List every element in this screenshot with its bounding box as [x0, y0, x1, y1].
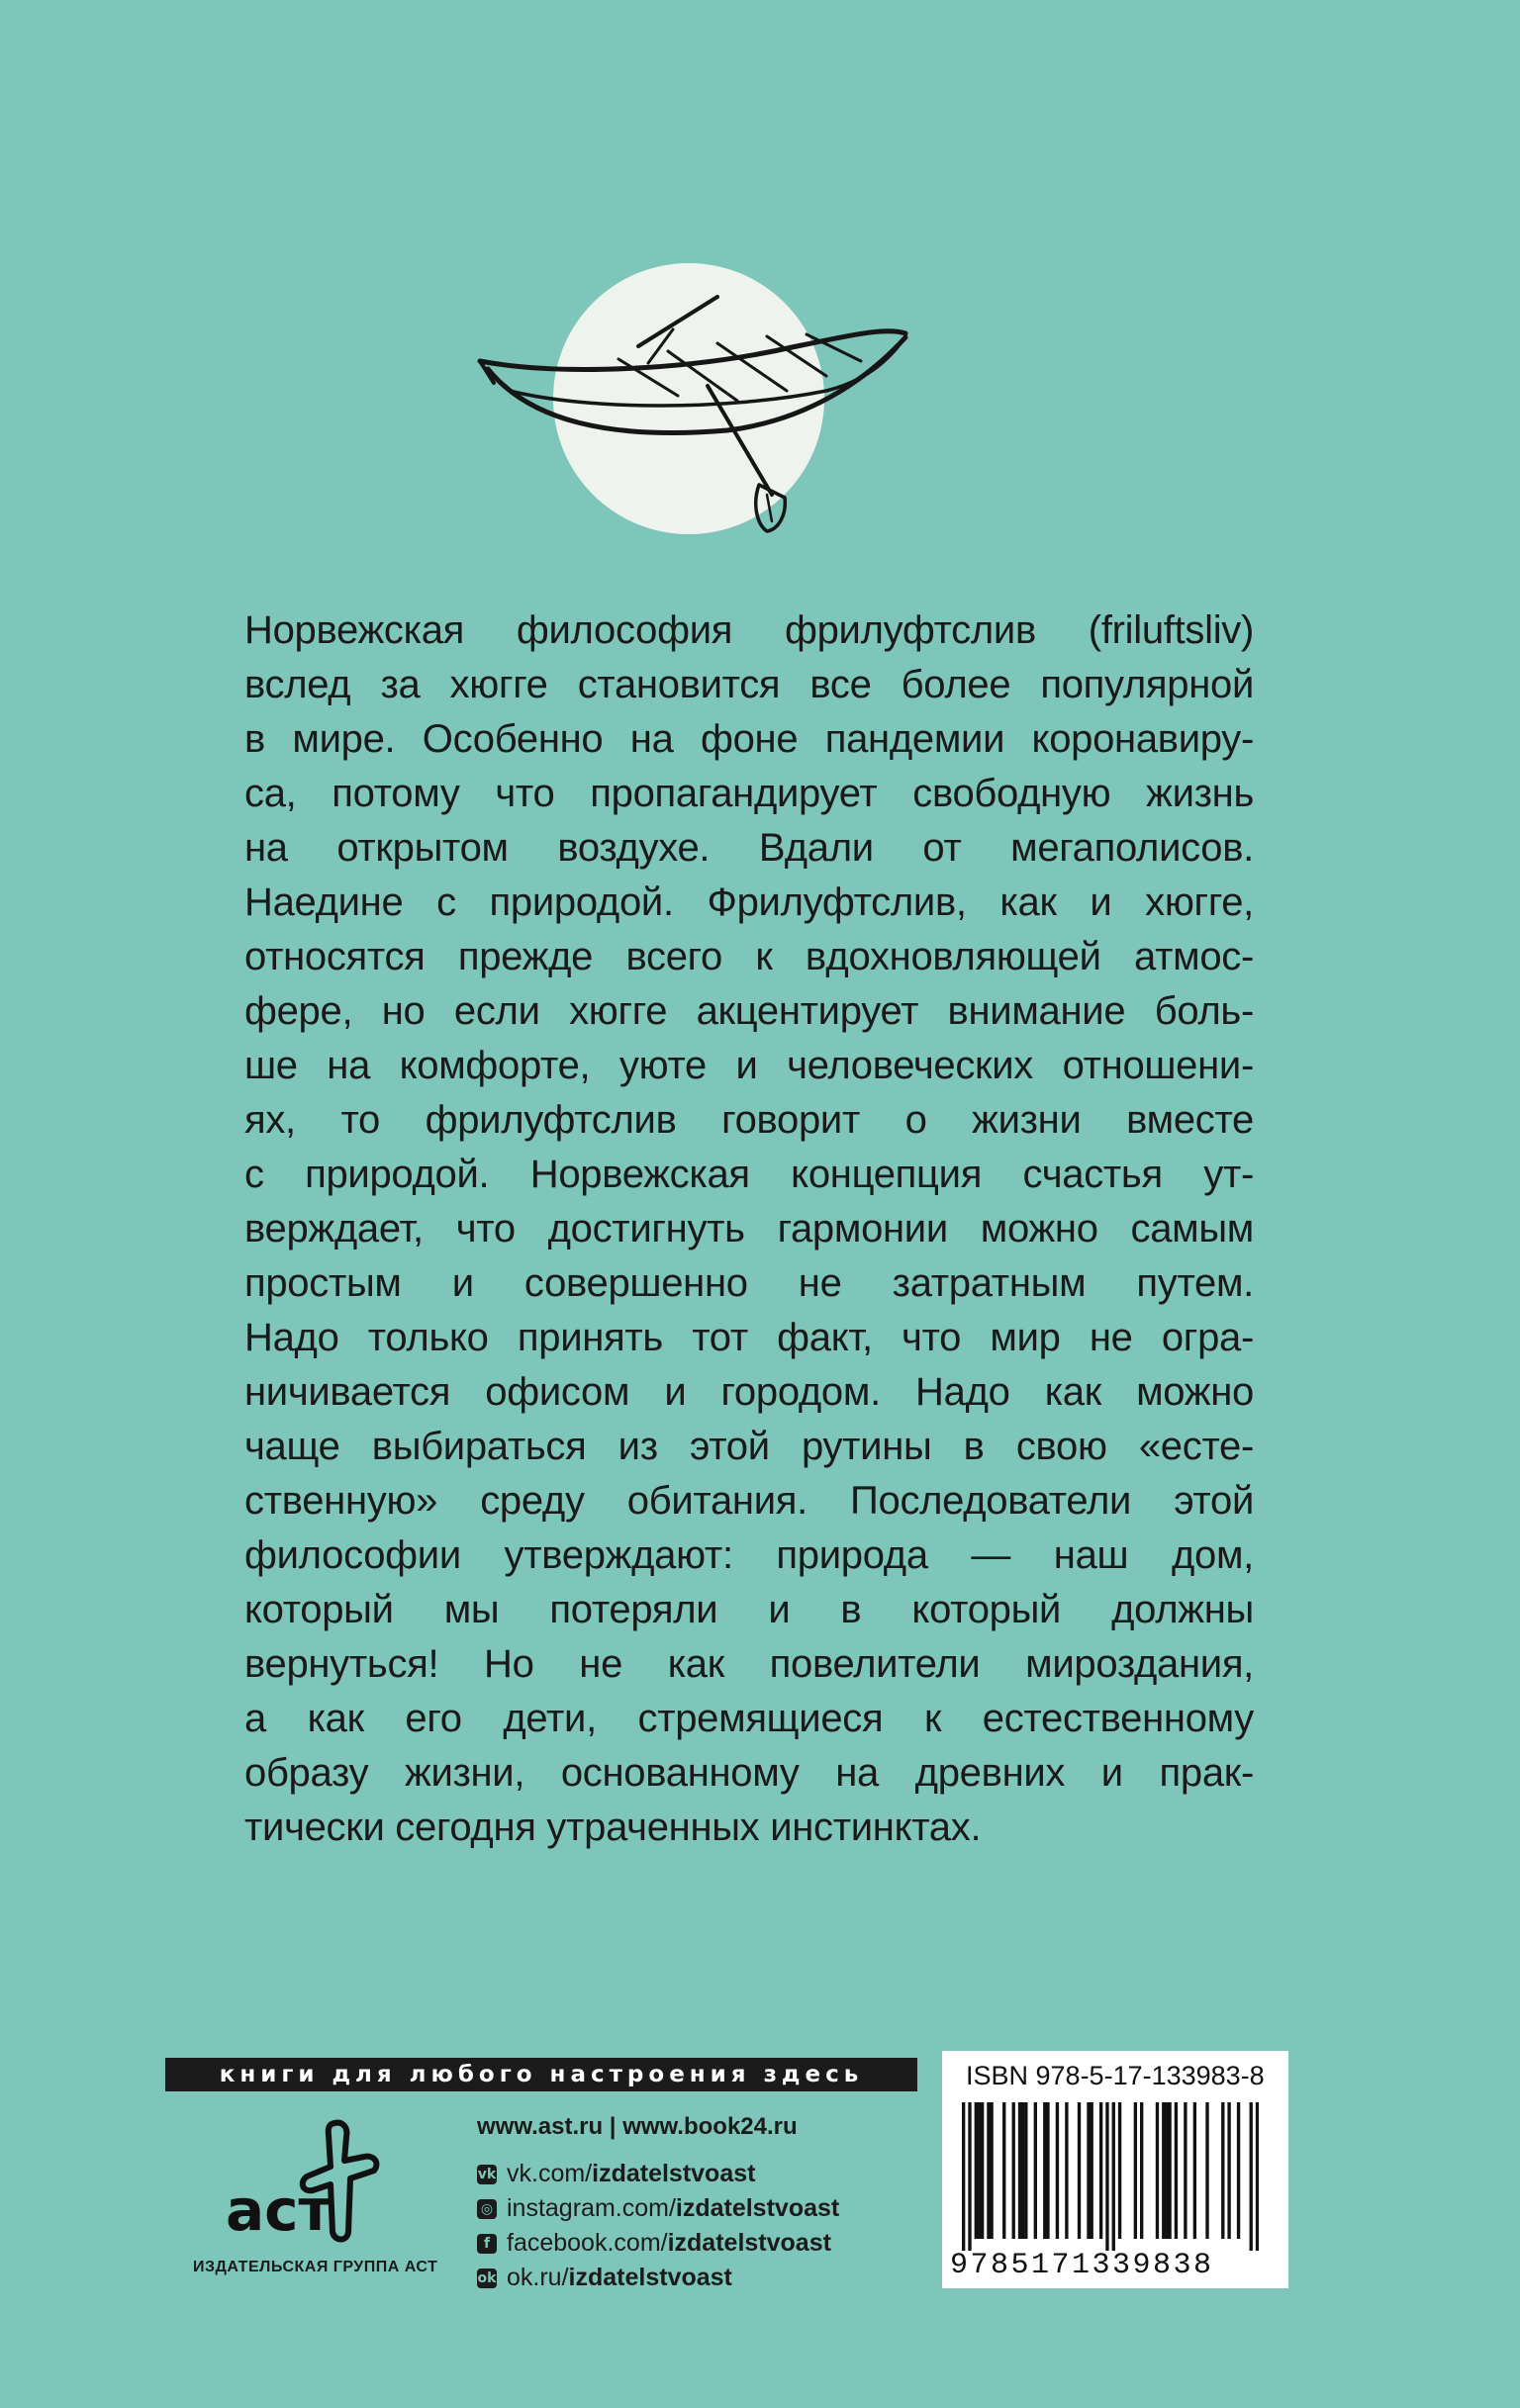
- description-line: вернуться! Но не как повелители мироздания,: [244, 1642, 1254, 1686]
- description-line: философии утверждают: природа — наш дом,: [244, 1533, 1254, 1577]
- barcode-bar: [1256, 2102, 1259, 2251]
- barcode-bar: [1162, 2102, 1165, 2239]
- ast-logo-text: аст: [226, 2176, 332, 2244]
- barcode-bar: [1024, 2102, 1027, 2239]
- barcode-bar: [1065, 2102, 1068, 2239]
- social-link-handle: izdatelstvoast: [667, 2229, 831, 2257]
- description-line: ше на комфорте, уюте и человеческих отношени-: [244, 1044, 1254, 1087]
- description-line: вслед за хюгге становится все более популярной: [244, 663, 1254, 706]
- barcode-bar: [1227, 2102, 1230, 2239]
- barcode-bar: [1090, 2102, 1092, 2239]
- barcode-bar: [1018, 2102, 1021, 2239]
- description-line: са, потому что пропагандирует свободную жизнь: [244, 772, 1254, 815]
- social-link-prefix: ok.ru/: [507, 2264, 569, 2291]
- barcode-bar: [1175, 2102, 1178, 2239]
- description-line: ничивается офисом и городом. Надо как можно: [244, 1370, 1254, 1414]
- barcode-bar: [1118, 2102, 1121, 2239]
- barcode-bar: [1021, 2102, 1024, 2239]
- barcode-bar: [1087, 2102, 1090, 2239]
- barcode-bar: [1105, 2102, 1108, 2251]
- boat-moon-illustration: [470, 252, 925, 549]
- barcode: [962, 2102, 1259, 2251]
- description-line: ях, то фрилуфтслив говорит о жизни вместе: [244, 1098, 1254, 1142]
- barcode-digits: 9785171339838: [950, 2249, 1214, 2282]
- social-link[interactable]: [477, 2261, 839, 2295]
- description-line: в мире. Особенно на фоне пандемии коронавиру-: [244, 717, 1254, 761]
- social-link[interactable]: [477, 2157, 839, 2191]
- social-link-handle: izdatelstvoast: [592, 2160, 756, 2187]
- description-line: относятся прежде всего к вдохновляющей атмос-: [244, 935, 1254, 978]
- barcode-bar: [975, 2102, 978, 2239]
- description-line: фере, но если хюгге акцентирует внимание боль-: [244, 989, 1254, 1033]
- description-line: Наедине с природой. Фрилуфтслив, как и хюгге,: [244, 880, 1254, 924]
- ok-icon: ok: [477, 2269, 497, 2286]
- barcode-bar: [1205, 2102, 1208, 2239]
- ast-logo: [216, 2113, 404, 2252]
- description-line: а как его дети, стремящиеся к естественному: [244, 1697, 1254, 1740]
- publisher-name: ИЗДАТЕЛЬСКАЯ ГРУППА АСТ: [193, 2259, 438, 2275]
- barcode-bar: [1034, 2102, 1037, 2239]
- social-link[interactable]: [477, 2191, 839, 2226]
- social-link-prefix: facebook.com/: [507, 2229, 668, 2257]
- isbn-label: ISBN 978-5-17-133983-8: [966, 2061, 1265, 2090]
- description-line: тически сегодня утраченных инстинктах.: [244, 1806, 982, 1849]
- description-line: на открытом воздухе. Вдали от мегаполисов.: [244, 826, 1254, 870]
- social-link-handle: izdatelstvoast: [568, 2264, 732, 2291]
- vk-icon: vk: [477, 2166, 497, 2182]
- barcode-bar: [1140, 2102, 1143, 2239]
- barcode-bar: [1078, 2102, 1081, 2239]
- barcode-bar: [1165, 2102, 1168, 2239]
- barcode-bar: [1043, 2102, 1046, 2239]
- barcode-bar: [1099, 2102, 1102, 2239]
- barcode-bar: [1056, 2102, 1059, 2239]
- barcode-bar: [1112, 2102, 1115, 2251]
- barcode-bar: [987, 2102, 990, 2239]
- social-link[interactable]: [477, 2226, 839, 2261]
- barcode-bar: [1168, 2102, 1171, 2239]
- barcode-bar: [1156, 2102, 1159, 2239]
- barcode-bar: [1221, 2102, 1224, 2239]
- instagram-icon: ◎: [477, 2199, 497, 2219]
- barcode-bar: [978, 2102, 981, 2239]
- isbn-barcode-box: [942, 2051, 1288, 2288]
- barcode-bar: [1134, 2102, 1137, 2239]
- barcode-bar: [1002, 2102, 1005, 2239]
- description-line: Норвежская философия фрилуфтслив (friluftsliv): [244, 608, 1254, 652]
- tagline-banner: книги для любого настроения здесь: [165, 2058, 917, 2091]
- social-link-prefix: instagram.com/: [507, 2194, 676, 2222]
- book-description: [244, 603, 1254, 1855]
- social-link-prefix: vk.com/: [507, 2160, 593, 2187]
- description-line: который мы потеряли и в который должны: [244, 1588, 1254, 1631]
- barcode-bar: [962, 2102, 965, 2251]
- barcode-bar: [990, 2102, 993, 2239]
- description-line: простым и совершенно не затратным путем.: [244, 1261, 1254, 1305]
- barcode-bar: [1193, 2102, 1196, 2239]
- facebook-icon: f: [477, 2234, 497, 2254]
- barcode-bar: [1012, 2102, 1015, 2239]
- description-line: образу жизни, основанному на древних и прак-: [244, 1751, 1254, 1795]
- barcode-bar: [981, 2102, 984, 2239]
- barcode-bar: [1046, 2102, 1049, 2239]
- barcode-bar: [968, 2102, 971, 2251]
- description-line: Надо только принять тот факт, что мир не огра-: [244, 1316, 1254, 1359]
- publisher-sites[interactable]: www.ast.ru | www.book24.ru: [477, 2113, 798, 2140]
- description-line: чаще выбираться из этой рутины в свою «есте-: [244, 1425, 1254, 1468]
- barcode-bar: [1250, 2102, 1253, 2251]
- barcode-bar: [1184, 2102, 1187, 2239]
- description-line: с природой. Норвежская концепция счастья ут-: [244, 1153, 1254, 1196]
- description-line: верждает, что достигнуть гармонии можно самым: [244, 1207, 1254, 1250]
- social-links: [477, 2157, 839, 2295]
- description-line: ственную» среду обитания. Последователи этой: [244, 1479, 1254, 1523]
- barcode-bar: [1237, 2102, 1240, 2239]
- social-link-handle: izdatelstvoast: [675, 2194, 840, 2222]
